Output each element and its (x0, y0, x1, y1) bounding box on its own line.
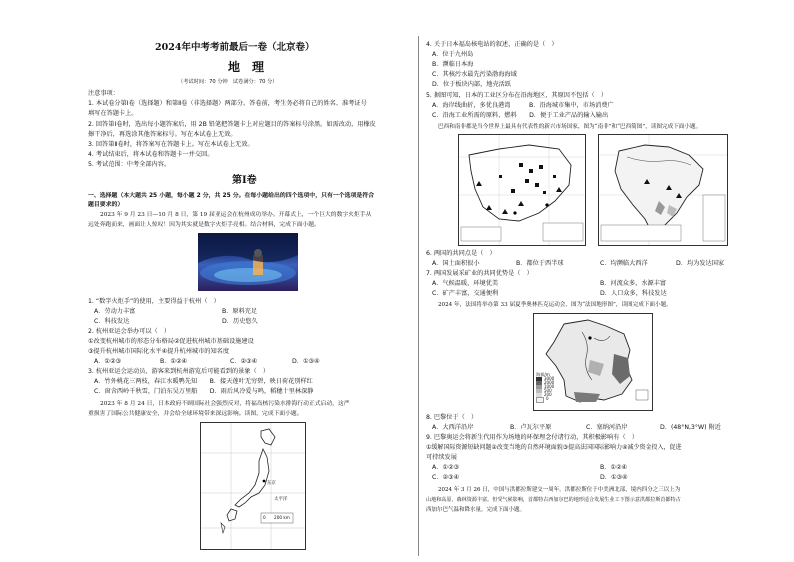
france-legend (536, 372, 556, 403)
legend-row: 1000 (536, 385, 556, 389)
south-africa-map (458, 134, 586, 246)
map-scale: 0 200 km (263, 515, 290, 520)
question-3-stem: 3. 杭州亚运会运动员、游客来到杭州游览后可能看到的景象（ ） (88, 368, 270, 375)
passage-5: 西加尔巴气温和降水量。完成下面小题。 (426, 507, 526, 513)
q7-option-d[interactable]: D．人口众多，科技发达 (600, 290, 667, 297)
japan-map (200, 422, 306, 550)
legend-row: 200 (536, 393, 556, 397)
q2-option-a[interactable]: A．①②③ (94, 358, 122, 365)
passage-4: 2024 年，法国将举办第 33 届夏季奥林匹克运动会，图为“法国地形图”，读图完成下面小题。 (438, 302, 672, 308)
q6-option-a[interactable]: A．国土面积很小 (432, 260, 480, 267)
note-line: 5. 考试范围：中考全部内容。 (88, 161, 171, 168)
q9-option-c[interactable]: C．②③④ (432, 474, 460, 481)
q5-options-ab[interactable]: A．海岸线曲折，多优良港湾 B．沿海城市集中，市场消费广 (432, 102, 614, 109)
q6-option-d[interactable]: D．均为发达国家 (676, 260, 725, 267)
japan-map-drawing (201, 423, 305, 549)
q5-options-cd[interactable]: C．沿海工业所需的原料、燃料 D．便于工业产品的输入输出 (432, 112, 609, 119)
map-label-pacific: 太平洋 (274, 497, 288, 502)
question-7-stem: 7. 两国发展采矿业的共同优势是（ ） (426, 270, 533, 277)
q7-option-b[interactable]: B．河流众多，水源丰富 (600, 280, 667, 287)
q3-options-ab[interactable]: A．竹外桃花三两枝，春江水暖鸭先知 B．接天莲叶无穷碧，映日荷花别样红 (94, 378, 313, 385)
q9-option-d[interactable]: D．①③④ (600, 474, 628, 481)
passage-1: 2023 年 9 月 23 日—10 月 8 日，第 19 届亚运会在杭州成功举办。开幕式上，一个巨大的数字火炬手从 (100, 212, 372, 218)
south-africa-map-drawing (459, 135, 585, 245)
q1-option-c[interactable]: C．科技发达 (94, 318, 130, 325)
q8-option-d[interactable]: D．(48°N,3°W) 附近 (660, 424, 721, 431)
q4-option-c[interactable]: C．其核污水最先污染渤海海域 (432, 71, 517, 78)
q2-option-d[interactable]: D．①③④ (292, 358, 320, 365)
exam-meta: （考试时间：70 分钟 试卷满分：70 分） (178, 79, 278, 85)
q9-option-a[interactable]: A．①②③ (432, 464, 460, 471)
q2-option-b[interactable]: B．①②④ (160, 358, 188, 365)
q7-option-c[interactable]: C．矿产丰富，交通便利 (432, 290, 499, 297)
question-8-stem: 8. 巴黎位于（ ） (426, 414, 478, 421)
question-1-stem: 1. “数字火炬手”的使用，主要得益于杭州（ ） (88, 298, 220, 305)
q6-option-b[interactable]: B．都位于西半球 (516, 260, 564, 267)
q6-option-c[interactable]: C．均濒临大西洋 (600, 260, 648, 267)
france-map (533, 313, 653, 411)
stadium-illustration (198, 233, 298, 291)
passage-3: 巴西和南非都是当今世界上最具有代表性的新兴市场国家，图为“南非”和“巴西简图”，读图完成下面小题。 (438, 124, 702, 130)
passage-5: 山地和高原，森林资源丰富。但受气候影响，首都特古西加尔巴的地形适合发展生业工下图示意洪都拉斯首都特古 (426, 497, 681, 503)
note-line: 4. 考试结束后，将本试卷和答题卡一并交回。 (88, 151, 214, 158)
note-line: 3. 回答第Ⅱ卷时，将答案写在答题卡上。写在本试卷上无效。 (88, 141, 254, 148)
q4-option-b[interactable]: B．濒临日本海 (432, 61, 474, 68)
legend-row: 0 (536, 397, 556, 403)
legend-row: 3000 (536, 377, 556, 381)
q9-option-b[interactable]: B．①②④ (600, 464, 628, 471)
notes-title: 注意事项： (88, 90, 119, 97)
passage-1: 远处奔跑而来，画面让人惊叹！因为其实就是数字火炬手亮相。结合材料，完成下面小题。 (88, 222, 320, 228)
q2-statement: ③提升杭州城市国际化水平④提升杭州城市的知名度 (88, 348, 230, 355)
passage-5: 2024 年 3 月 26 日，中国与洪都拉斯建交一周年。洪都拉斯位于中美洲北部，境内四分之三以上为 (438, 487, 681, 493)
asian-games-photo (198, 233, 298, 291)
q1-option-d[interactable]: D．历史悠久 (222, 318, 258, 325)
q1-option-b[interactable]: B．原料充足 (222, 308, 258, 315)
q2-option-c[interactable]: C．②③④ (230, 358, 258, 365)
question-6-stem: 6. 两国的共同点是（ ） (426, 250, 496, 257)
section-title: 第Ⅰ卷 (232, 175, 257, 186)
section-instruction: 题目要求的） (88, 202, 124, 208)
question-2-stem: 2. 杭州亚运会举办可以（ ） (88, 328, 171, 335)
q7-option-a[interactable]: A．气候温暖，环境优美 (432, 280, 499, 287)
note-line: 擦干净后，再选涂其他答案标号。写在本试卷上无效。 (88, 131, 237, 138)
q4-option-d[interactable]: D．位于板块内部，地壳活跃 (432, 81, 512, 88)
note-line: 填写在答题卡上。 (88, 110, 138, 117)
q1-option-a[interactable]: A．劳动力丰富 (94, 308, 136, 315)
map-label-tokyo: 东京 (267, 481, 276, 486)
q3-options-cd[interactable]: C．窗含西岭千秋雪，门泊东吴万里船 D．雨后风冷爱与鸣，稻穗十里林深静 (94, 388, 314, 395)
subject-title: 地 理 (228, 60, 265, 74)
q2-statement: ①改变杭州城市的形态分布格局②促进杭州城市基础设施建设 (88, 338, 254, 345)
q8-option-c[interactable]: C．塞纳河沿岸 (586, 424, 628, 431)
legend-row: 500 (536, 389, 556, 393)
column-divider (418, 36, 419, 556)
q4-option-a[interactable]: A．位于九州岛 (432, 51, 474, 58)
question-4-stem: 4. 关于日本福岛核电站的叙述，正确的是（ ） (426, 41, 558, 48)
note-line: 2. 回答第Ⅰ卷时，选出每小题答案后，用 2B 铅笔把答题卡上对应题目的答案标号涂黑。如需改动，用橡皮 (88, 121, 376, 128)
q8-option-b[interactable]: B．卢瓦尔平原 (510, 424, 552, 431)
legend-row: 2000 (536, 381, 556, 385)
passage-2: 重损害了国际公共健康安全，并会给全球环境带来深远影响。读图，完成下面小题。 (88, 411, 303, 417)
note-line: 1. 本试卷分第Ⅰ卷（选择题）和第Ⅱ卷（非选择题）两部分。答卷前，考生务必将自己的姓名、准考证号 (88, 100, 367, 107)
q8-option-a[interactable]: A．大西洋沿岸 (432, 424, 474, 431)
legend-title: 海拔/m (536, 372, 550, 377)
brazil-map-drawing (599, 135, 727, 245)
exam-title: 2024年中考考前最后一卷（北京卷） (155, 42, 315, 53)
brazil-map (598, 134, 728, 246)
q9-statement: 可持续发展 (426, 454, 457, 461)
passage-2: 2023 年 8 月 24 日，日本政府不顾国际社会强烈反对，将福岛核污染水排海行动正式启动，这严 (100, 401, 350, 407)
q9-statement: ①缓解国际资源短缺问题②改变当地的自然环境面貌③提高法国国际影响力④减少资金投入，促进 (426, 444, 682, 451)
question-9-stem: 9. 巴黎奥运会将新生代用作为场地的环保理念付诸行动，其积极影响有（ ） (426, 434, 639, 441)
question-5-stem: 5. 据图可知，日本的工业区分布在沿海地区，其原因不包括（ ） (426, 92, 608, 99)
section-instruction: 一、选择题（本大题共 25 小题，每小题 2 分，共 25 分。在每小题给出的四个选项中，只有一个选项是符合 (88, 193, 375, 199)
